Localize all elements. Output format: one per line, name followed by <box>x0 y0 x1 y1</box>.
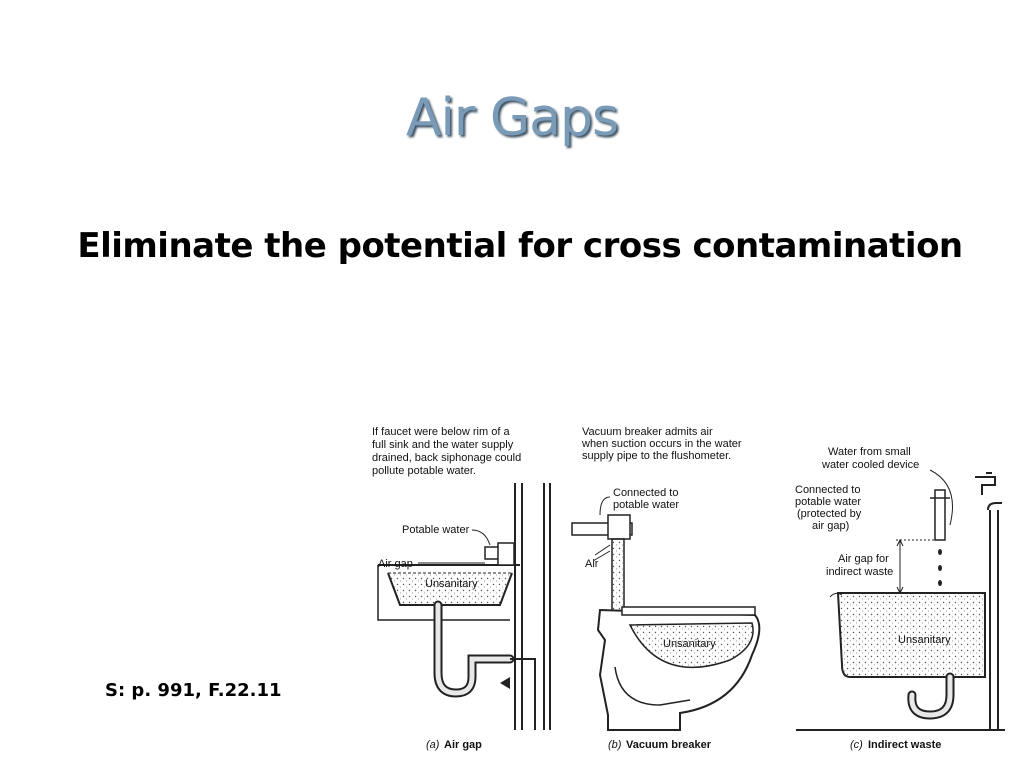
panel-c-label-connected-2: potable water <box>795 496 862 508</box>
panel-c-label-unsanitary: Unsanitary <box>898 634 951 646</box>
slide-subtitle: Eliminate the potential for cross contamination <box>77 226 963 266</box>
panel-c-label-airgap-1: Air gap for <box>838 553 889 565</box>
panel-a-label-unsanitary: Unsanitary <box>425 578 478 590</box>
panel-c-caption: Indirect waste <box>868 739 942 751</box>
panel-a-label-air-gap: Air gap <box>378 558 413 570</box>
panel-a-label-potable-water: Potable water <box>402 524 470 536</box>
panel-c-label-connected-3: (protected by <box>797 508 862 520</box>
panel-c-label-connected-1: Connected to <box>795 484 861 496</box>
source-reference: S: p. 991, F.22.11 <box>105 680 282 701</box>
panel-c-label-airgap-2: indirect waste <box>826 566 894 578</box>
panel-air-gap <box>372 426 550 751</box>
panel-b-note-line-2: when suction occurs in the water <box>582 438 742 450</box>
panel-vacuum-breaker <box>572 426 759 751</box>
panel-a-caption: Air gap <box>444 739 482 751</box>
panel-b-caption: Vacuum breaker <box>626 739 711 751</box>
panel-b-note-line-1: Vacuum breaker admits air <box>582 426 713 438</box>
panel-indirect-waste <box>795 446 1005 751</box>
panel-a-note-line-4: pollute potable water. <box>372 465 476 477</box>
panel-c-caption-prefix: (c) <box>850 739 863 751</box>
panel-b-label-air: Air <box>585 558 599 570</box>
panel-b-label-connected-1: Connected to <box>613 487 679 499</box>
panel-a-caption-prefix: (a) <box>426 739 440 751</box>
panel-b-note-line-3: supply pipe to the flushometer. <box>582 450 732 462</box>
panel-b-label-connected-2: potable water <box>613 499 680 511</box>
panel-b-caption-prefix: (b) <box>608 739 622 751</box>
air-gap-figure <box>360 415 1010 760</box>
panel-c-label-water-2: water cooled device <box>822 459 920 471</box>
panel-b-label-unsanitary: Unsanitary <box>663 638 716 650</box>
panel-c-label-connected-4: air gap) <box>812 520 850 532</box>
panel-c-label-water-1: Water from small <box>828 446 911 458</box>
slide-title: Air Gaps <box>405 88 619 148</box>
panel-a-note-line-3: drained, back siphonage could <box>372 452 522 464</box>
panel-a-note-line-1: If faucet were below rim of a <box>372 426 510 438</box>
panel-a-note-line-2: full sink and the water supply <box>372 439 514 451</box>
